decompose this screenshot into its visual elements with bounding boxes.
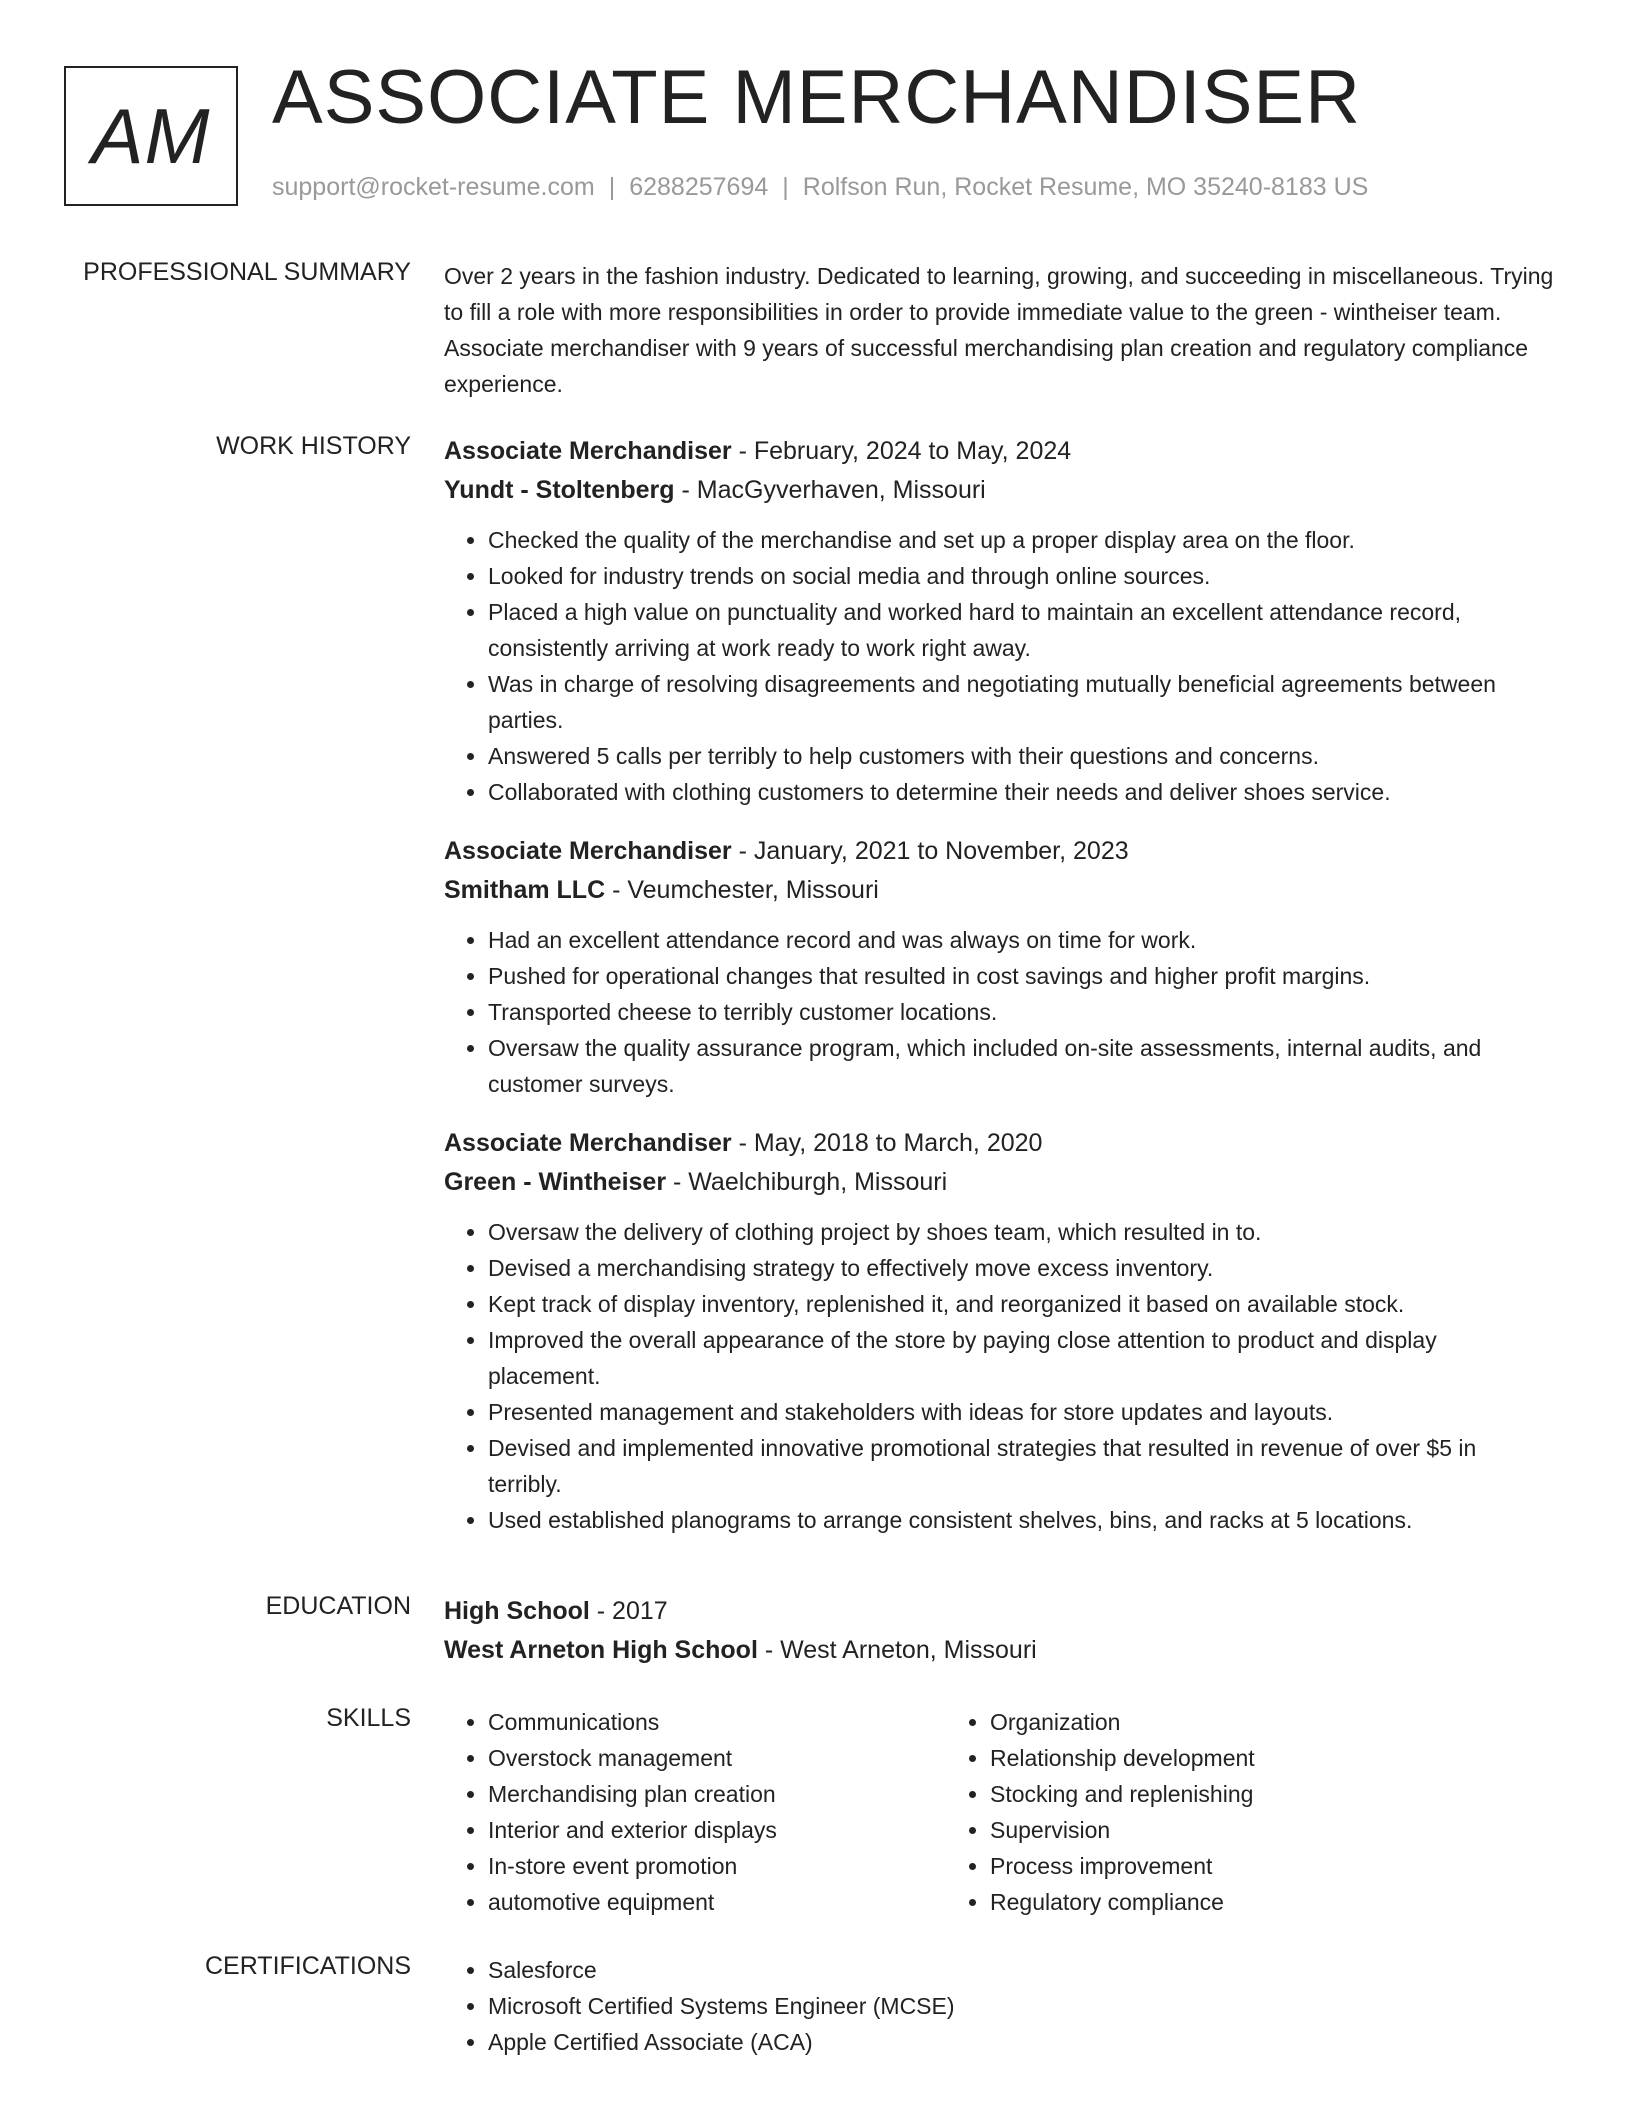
contact-address: Rolfson Run, Rocket Resume, MO 35240-8183 US	[802, 173, 1369, 201]
skill-item: • Process improvement	[990, 1848, 1448, 1884]
skill-item: • Regulatory compliance	[990, 1884, 1448, 1920]
job-bullet: • Presented management and stakeholders with ideas for store updates and layouts.	[488, 1394, 1554, 1430]
job-entry	[444, 432, 1554, 810]
job-dates: - January, 2021 to November, 2023	[731, 837, 1129, 865]
job-bullet: • Improved the overall appearance of the store by paying close attention to product and display placement.	[488, 1322, 1554, 1394]
summary-text: Over 2 years in the fashion industry. Dedicated to learning, growing, and succeeding in miscellaneous. Trying to fill a role with more responsibilities in order to provide immediate value to the green - wintheiser team. Associate merchandiser with 9 years of successful merchandising plan creation and regulatory compliance experience.	[444, 263, 1554, 397]
skill-item: • Merchandising plan creation	[488, 1776, 946, 1812]
job-bullet: • Looked for industry trends on social media and through online sources.	[488, 558, 1554, 594]
contact-separator: |	[782, 173, 789, 201]
job-company-line	[444, 471, 1554, 510]
job-company: Green - Wintheiser	[444, 1168, 667, 1196]
job-bullet: • Oversaw the delivery of clothing project by shoes team, which resulted in to.	[488, 1214, 1554, 1250]
job-bullet: • Kept track of display inventory, replenished it, and reorganized it based on available stock.	[488, 1286, 1554, 1322]
education-degree-line	[444, 1592, 1554, 1631]
resume-name: ASSOCIATE MERCHANDISER	[272, 55, 1361, 140]
education-school-line	[444, 1631, 1554, 1670]
certifications-list	[444, 1952, 1344, 2060]
job-entry	[444, 1124, 1554, 1538]
education-location: - West Arneton, Missouri	[757, 1636, 1037, 1664]
job-bullet: • Pushed for operational changes that resulted in cost savings and higher profit margins.	[488, 958, 1554, 994]
certification-item: • Apple Certified Associate (ACA)	[488, 2024, 1344, 2060]
skill-item: • Supervision	[990, 1812, 1448, 1848]
certification-item: • Microsoft Certified Systems Engineer (MCSE)	[488, 1988, 1344, 2024]
skill-item: • Relationship development	[990, 1740, 1448, 1776]
contact-line	[272, 173, 1368, 202]
job-company-line	[444, 1163, 1554, 1202]
job-entry	[444, 832, 1554, 1102]
job-dates: - February, 2024 to May, 2024	[731, 437, 1072, 465]
section-label-education: EDUCATION	[265, 1592, 411, 1620]
contact-phone[interactable]: 6288257694	[629, 173, 769, 201]
skill-item: • In-store event promotion	[488, 1848, 946, 1884]
job-bullets	[444, 922, 1554, 1102]
summary-body	[444, 258, 1554, 402]
certification-item: • Salesforce	[488, 1952, 1344, 1988]
job-bullet: • Devised a merchandising strategy to effectively move excess inventory.	[488, 1250, 1554, 1286]
skill-item: • automotive equipment	[488, 1884, 946, 1920]
job-bullet: • Was in charge of resolving disagreements and negotiating mutually beneficial agreements between parties.	[488, 666, 1554, 738]
contact-email[interactable]: support@rocket-resume.com	[272, 173, 595, 201]
job-title: Associate Merchandiser	[444, 1129, 732, 1157]
job-bullet: • Collaborated with clothing customers to determine their needs and deliver shoes service.	[488, 774, 1554, 810]
section-label-skills: SKILLS	[326, 1704, 411, 1732]
section-label-summary: PROFESSIONAL SUMMARY	[83, 258, 411, 286]
job-bullet: • Transported cheese to terribly customer locations.	[488, 994, 1554, 1030]
job-bullet: • Oversaw the quality assurance program, which included on-site assessments, internal audits, and customer surveys.	[488, 1030, 1554, 1102]
job-company-line	[444, 871, 1554, 910]
job-company: Smitham LLC	[444, 876, 606, 904]
job-title-line	[444, 1124, 1554, 1163]
job-title: Associate Merchandiser	[444, 837, 732, 865]
job-bullet: • Used established planograms to arrange consistent shelves, bins, and racks at 5 locations.	[488, 1502, 1554, 1538]
job-title-line	[444, 832, 1554, 871]
skill-item: • Overstock management	[488, 1740, 946, 1776]
skills-body	[444, 1704, 1554, 1920]
skill-item: • Organization	[990, 1704, 1448, 1740]
skills-list-right	[946, 1704, 1448, 1920]
education-school: West Arneton High School	[444, 1636, 758, 1664]
certifications-body	[444, 1952, 1554, 2060]
job-bullet: • Devised and implemented innovative promotional strategies that resulted in revenue of over $5 in terribly.	[488, 1430, 1554, 1502]
job-title: Associate Merchandiser	[444, 437, 732, 465]
job-location: - Veumchester, Missouri	[605, 876, 879, 904]
education-year: - 2017	[589, 1597, 668, 1625]
job-company: Yundt - Stoltenberg	[444, 476, 675, 504]
skills-list-left	[444, 1704, 946, 1920]
work-body	[444, 432, 1554, 1560]
section-label-certifications: CERTIFICATIONS	[204, 1952, 411, 1980]
education-body	[444, 1592, 1554, 1670]
job-bullet: • Had an excellent attendance record and was always on time for work.	[488, 922, 1554, 958]
skill-item: • Communications	[488, 1704, 946, 1740]
job-location: - Waelchiburgh, Missouri	[666, 1168, 948, 1196]
job-bullets	[444, 1214, 1554, 1538]
job-bullet: • Answered 5 calls per terribly to help customers with their questions and concerns.	[488, 738, 1554, 774]
job-title-line	[444, 432, 1554, 471]
job-bullet: • Checked the quality of the merchandise and set up a proper display area on the floor.	[488, 522, 1554, 558]
contact-separator: |	[608, 173, 616, 201]
job-dates: - May, 2018 to March, 2020	[731, 1129, 1043, 1157]
section-label-work: WORK HISTORY	[216, 432, 411, 460]
job-bullet: • Placed a high value on punctuality and worked hard to maintain an excellent attendance record, consistently arriving at work ready to work right away.	[488, 594, 1554, 666]
skill-item: • Stocking and replenishing	[990, 1776, 1448, 1812]
skill-item: • Interior and exterior displays	[488, 1812, 946, 1848]
education-degree: High School	[444, 1597, 590, 1625]
job-bullets	[444, 522, 1554, 810]
monogram-logo: AM	[64, 66, 238, 206]
job-location: - MacGyverhaven, Missouri	[674, 476, 986, 504]
